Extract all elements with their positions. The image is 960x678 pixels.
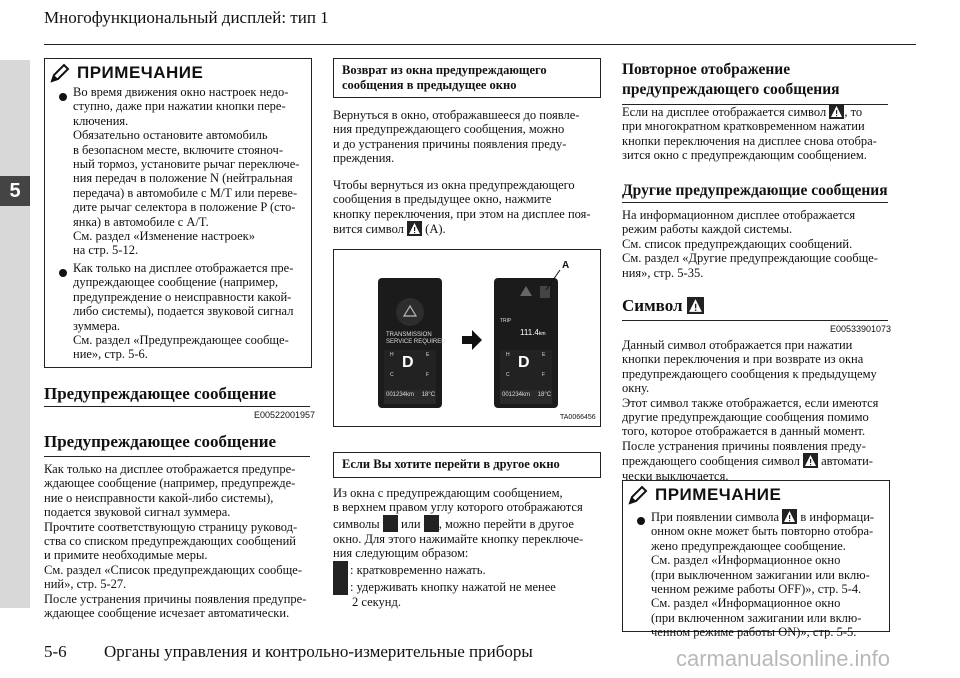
section-code: E00533901073 — [830, 324, 892, 334]
long-press-icon — [333, 578, 348, 595]
return-paragraph-2-last — [333, 221, 446, 236]
long-press-icon — [424, 515, 439, 532]
text-line: См. раздел «Информационное окно — [651, 596, 841, 611]
text-line: и до устранения причины появления преду- — [333, 136, 567, 151]
text-line: подается звуковой сигнал зуммера. — [44, 505, 231, 520]
text-line: ния следующим образом: — [333, 546, 469, 561]
bullet-icon — [637, 517, 645, 525]
warning-symbol-icon — [782, 509, 797, 524]
text-line: После устранения причины появления преду- — [622, 438, 866, 453]
warning-message-paragraph — [44, 462, 306, 620]
text-fragment: , то — [844, 105, 863, 119]
text-line: жено предупреждающее сообщение. — [651, 538, 846, 553]
redisplay-paragraph — [622, 104, 877, 163]
text-line: окно. Для этого нажимайте кнопку переключе- — [333, 531, 584, 546]
text-line: другие предупреждающие сообщения помимо — [622, 410, 869, 425]
text-line: ждающее сообщение исчезает автоматически. — [44, 606, 290, 621]
text-line: в безопасном месте, включите стояноч- — [73, 142, 283, 157]
display-2-odo — [502, 392, 551, 398]
display-2-c: C — [506, 372, 510, 378]
display-1-f: F — [426, 372, 430, 378]
display-2-e: E — [542, 352, 546, 358]
text-line: ключения. — [73, 113, 129, 128]
odometer-value: 001234 — [386, 392, 407, 398]
figure-code: TA0066456 — [560, 414, 596, 421]
text-line: кнопки переключения на дисплее снова отобра- — [622, 133, 877, 148]
text-line: при многократном кратковременном нажатии — [622, 119, 865, 134]
text-fragment: : удерживать кнопку нажатой не менее — [350, 579, 556, 594]
subheading-box-return — [333, 58, 601, 98]
text-line: сообщения в предыдущее окно, нажмите — [333, 192, 552, 207]
text-line: кнопку переключения, при этом на дисплее поя- — [333, 206, 591, 221]
subheading-box-switch — [333, 452, 601, 478]
display-2-trip: TRIP — [500, 318, 512, 324]
text-line: дупреждающее сообщение (например, — [73, 275, 279, 290]
callout-label-a: A — [562, 260, 570, 271]
text-line: зится окно с предупреждающим сообщением. — [622, 148, 867, 163]
text-line: ченном режиме работы OFF)», стр. 5-4. — [651, 582, 862, 597]
text-line: Вернуться в окно, отображавшееся до появле- — [333, 108, 580, 122]
display-2-h: H — [506, 352, 510, 358]
text-fragment: преждающего сообщения символ — [622, 454, 800, 469]
return-paragraph-1 — [333, 108, 579, 166]
text-fragment: в информаци- — [800, 510, 875, 524]
text-line: См. раздел «Изменение настроек» — [73, 229, 255, 244]
symbol-paragraph — [622, 338, 878, 483]
temperature: 18°C — [421, 392, 436, 398]
text-line: См. раздел «Предупреждающее сообще- — [73, 333, 289, 348]
box-line-1: Возврат из окна предупреждающего — [342, 63, 547, 77]
text-line: Во время движения окно настроек недо- — [73, 85, 289, 99]
text-fragment: Если на дисплее отображается символ — [622, 105, 827, 119]
text-line: ний», стр. 5-27. — [44, 577, 127, 592]
text-line: ние», стр. 5-6. — [73, 347, 148, 362]
text-line: ждающее сообщение (например, предупрежде- — [44, 476, 296, 491]
display-1-line-1: TRANSMISSION — [386, 332, 432, 338]
text-line: на стр. 5-12. — [73, 243, 139, 258]
note-bullet-1-text — [73, 85, 299, 258]
chapter-tab — [0, 60, 30, 608]
text-line: После устранения причины появления предупре- — [44, 591, 307, 606]
subsection-heading-warning: Предупреждающее сообщение — [44, 432, 277, 451]
text-line — [333, 578, 583, 595]
temperature: 18°C — [537, 392, 552, 398]
text-line: Данный символ отображается при нажатии — [622, 338, 853, 352]
note-bullet-2-text — [73, 261, 293, 362]
text-line: 2 секунд. — [352, 594, 401, 609]
pencil-icon — [627, 484, 649, 506]
text-line: и примите необходимые меры. — [44, 548, 208, 563]
text-line: См. раздел «Список предупреждающих сообще- — [44, 562, 302, 577]
text-line: дите рычаг селектора в положение P (сто- — [73, 200, 296, 215]
heading-text: Символ — [622, 296, 683, 315]
text-line — [622, 453, 878, 468]
section-rule — [622, 320, 888, 321]
text-line: См. раздел «Информационное окно — [651, 553, 841, 568]
warning-symbol-icon — [829, 104, 844, 119]
other-paragraph — [622, 208, 878, 280]
text-line: ния», стр. 5-35. — [622, 265, 704, 280]
text-fragment: автомати- — [821, 454, 873, 469]
note-title: ПРИМЕЧАНИЕ — [655, 485, 782, 504]
text-line: Чтобы вернуться из окна предупреждающего — [333, 178, 575, 192]
text-line: ный тормоз, установите рычаг переключе- — [73, 157, 300, 172]
section-heading-redisplay — [622, 60, 840, 100]
text-line: ступно, даже при нажатии кнопки пере- — [73, 99, 286, 114]
text-fragment: или — [400, 516, 421, 531]
heading-line: предупреждающего сообщения — [622, 81, 840, 98]
odometer-value: 001234 — [502, 392, 523, 398]
note-box-1 — [44, 58, 312, 368]
odometer-unit: km — [522, 392, 531, 398]
warning-symbol-icon — [687, 297, 704, 314]
note-title: ПРИМЕЧАНИЕ — [77, 63, 204, 82]
pencil-icon — [49, 62, 71, 84]
text-line: режим работы каждой системы. — [622, 222, 793, 237]
bullet-icon — [59, 269, 67, 277]
display-1-e: E — [426, 352, 430, 358]
subsection-rule — [44, 456, 310, 457]
section-rule — [44, 406, 310, 407]
bullet-icon — [59, 93, 67, 101]
text-line: (при выключенном зажигании или вклю- — [651, 567, 870, 582]
trip-unit: km — [538, 331, 546, 337]
text-line: Из окна с предупреждающим сообщением, — [333, 486, 563, 500]
text-line: На информационном дисплее отображается — [622, 208, 856, 222]
text-line: окну. — [622, 381, 650, 396]
text-line: того, которое отображается в данный момент. — [622, 424, 866, 439]
text-line: ченном режиме работы ON)», стр. 5-5. — [651, 625, 857, 640]
display-illustration — [334, 250, 600, 426]
text-line: онном окне может быть повторно отобра- — [651, 524, 874, 539]
return-paragraph-2 — [333, 178, 591, 221]
section-heading-other: Другие предупреждающие сообщения — [622, 182, 888, 199]
text-line: Как только на дисплее отображается предупре- — [44, 462, 296, 476]
text-line — [333, 561, 583, 578]
display-2-gear: D — [518, 354, 530, 371]
text-line: ние о неисправности какой-либо системы), — [44, 490, 274, 505]
text-fragment: вится символ — [333, 222, 404, 236]
page-header-title: Многофункциональный дисплей: тип 1 — [44, 8, 329, 27]
display-figure — [333, 249, 601, 427]
text-fragment: (A). — [425, 222, 446, 236]
watermark: carmanualsonline.info — [676, 646, 891, 671]
header-rule — [44, 44, 916, 45]
note-box-2 — [622, 480, 890, 640]
text-line: предупреждающего сообщения к предыдущему — [622, 366, 877, 381]
warning-symbol-icon — [803, 453, 818, 468]
text-line — [622, 104, 877, 119]
text-line: (при включенном зажигании или вклю- — [651, 610, 862, 625]
note-heading — [45, 59, 203, 87]
heading-line: Повторное отображение — [622, 61, 791, 78]
text-line: ния предупреждающего сообщения, можно — [333, 122, 565, 137]
box-line-2: сообщения в предыдущее окно — [342, 78, 517, 92]
display-1-h: H — [390, 352, 394, 358]
box-text: Если Вы хотите перейти в другое окно — [342, 457, 560, 471]
display-1-line-2: SERVICE REQUIRED — [386, 339, 446, 345]
warning-symbol-icon — [407, 221, 422, 236]
text-line: преждения. — [333, 151, 395, 166]
text-line: янка) в автомобиле с A/T. — [73, 214, 209, 229]
text-line: чески выключается. — [622, 468, 729, 483]
text-line: ства со списком предупреждающих сообщений — [44, 534, 296, 549]
text-line: Этот символ также отображается, если имеются — [622, 395, 879, 410]
display-1-c: C — [390, 372, 394, 378]
odometer-unit: km — [406, 392, 415, 398]
note-text — [651, 509, 874, 640]
text-fragment: , можно перейти в другое — [438, 516, 574, 531]
section-code: E00522001957 — [254, 410, 316, 420]
short-press-icon — [383, 515, 398, 532]
section-heading-warning: Предупреждающее сообщение — [44, 384, 277, 403]
trip-value: 111.4 — [520, 328, 539, 337]
text-line: передача) в автомобиле с M/T или переве- — [73, 185, 298, 200]
text-line: Прочтите соответствующую страницу руковод- — [44, 519, 298, 534]
footer-chapter-title: Органы управления и контрольно-измерительные приборы — [104, 642, 533, 661]
display-1-odo — [386, 392, 435, 398]
text-fragment: : кратковременно нажать. — [350, 562, 486, 577]
text-line — [651, 509, 874, 524]
display-1-gear: D — [402, 354, 414, 371]
text-line: предупреждение о неисправности какой- — [73, 289, 292, 304]
text-line: зуммера. — [73, 318, 121, 333]
text-line: в верхнем правом углу которого отображаются — [333, 500, 583, 515]
text-line: либо системы), подается звуковой сигнал — [73, 304, 294, 319]
text-line: Обязательно остановите автомобиль — [73, 128, 268, 143]
footer-page-number: 5-6 — [44, 642, 67, 661]
section-rule — [622, 202, 888, 203]
short-press-icon — [333, 561, 348, 578]
text-line: кнопки переключения и при возврате из окна — [622, 352, 864, 367]
note-heading — [623, 481, 781, 509]
text-line: Как только на дисплее отображается пре- — [73, 261, 294, 275]
text-line — [333, 515, 583, 532]
section-heading-symbol — [622, 296, 704, 316]
display-2-trip-value — [520, 328, 546, 337]
text-fragment: символы — [333, 516, 380, 531]
display-2-f: F — [542, 372, 546, 378]
text-line: ния передач в положение N (нейтральная — [73, 171, 293, 186]
text-line: См. раздел «Другие предупреждающие сообще- — [622, 251, 878, 266]
chapter-number: 5 — [0, 176, 30, 206]
text-fragment: При появлении символа — [651, 510, 780, 524]
switch-paragraph — [333, 486, 583, 609]
text-line: См. список предупреждающих сообщений. — [622, 236, 853, 251]
